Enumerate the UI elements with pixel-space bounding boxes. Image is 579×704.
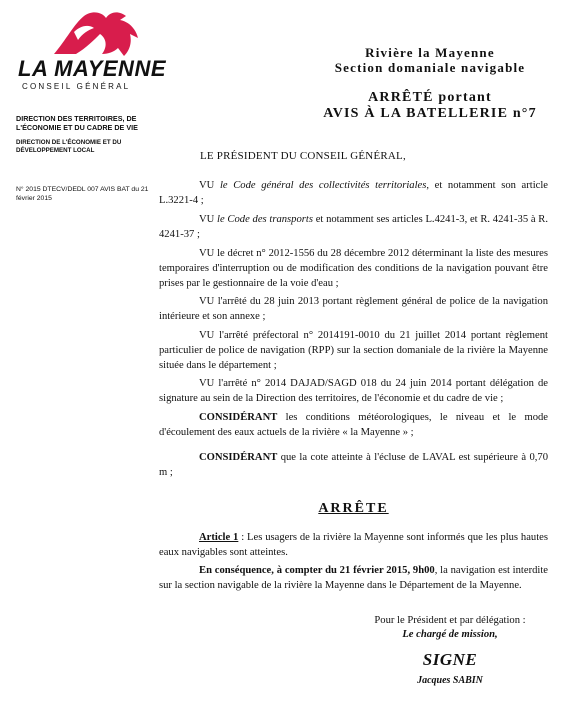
signature-role: Le chargé de mission, bbox=[402, 629, 498, 640]
header-river: Rivière la Mayenne bbox=[365, 45, 495, 60]
arrete-heading: ARRÊTE bbox=[318, 501, 389, 516]
vu1-em: le Code général des collectivités territoriales bbox=[219, 180, 427, 191]
article-1 bbox=[159, 530, 548, 560]
article1-text: : Les usagers de la rivière la Mayenne sont informés que les plus hautes eaux navigables sont atteintes. bbox=[159, 532, 548, 558]
vu-paragraph-4: VU l'arrêté du 28 juin 2013 portant règlement général de police de la navigation intérieure et son annexe ; bbox=[159, 296, 548, 322]
document-reference: N° 2015 DTECV/DEDL 007 AVIS BAT du 21 février 2015 bbox=[16, 186, 149, 202]
vu-paragraph-3: VU le décret n° 2012-1556 du 28 décembre 2012 déterminant la liste des mesures temporaires d'interruption ou de modification des conditions de la navigation pouvant être prises par le gestionnaire de la voie d'eau ; bbox=[159, 248, 548, 289]
vu1-pre: VU bbox=[199, 180, 220, 191]
considerant2-text: que la cote atteinte à l'écluse de LAVAL est supérieure à 0,70 m ; bbox=[159, 452, 548, 478]
vu-paragraph-2 bbox=[159, 212, 548, 242]
dragon-logo-icon bbox=[14, 10, 144, 60]
direction-sub: DIRECTION DE L'ÉCONOMIE ET DU DÉVELOPPEMENT LOCAL bbox=[16, 139, 122, 154]
vu-paragraph-6: VU l'arrêté n° 2014 DAJAD/SAGD 018 du 24 juin 2014 portant délégation de signature au sein de la Direction des territoires, de l'économie et du cadre de vie ; bbox=[159, 378, 548, 404]
considerant1-text: les conditions météorologiques, le niveau et le mode d'écoulement des eaux actuels de la rivière « la Mayenne » ; bbox=[159, 412, 548, 438]
vu-paragraph-5: VU l'arrêté préfectoral n° 2014191-0010 du 21 juillet 2014 portant règlement particulier de police de navigation (RPP) sur la section domaniale de la rivière la Mayenne située dans le département ; bbox=[159, 330, 548, 371]
consequence-paragraph bbox=[159, 563, 548, 593]
signature-name: Jacques SABIN bbox=[417, 675, 483, 686]
considerant-1 bbox=[159, 410, 548, 440]
consequence-pre: En conséquence, à compter du bbox=[199, 565, 340, 576]
logo-subtitle: CONSEIL GÉNÉRAL bbox=[22, 82, 131, 91]
signature-signe: SIGNE bbox=[422, 650, 478, 669]
considerant2-label: CONSIDÉRANT bbox=[199, 452, 278, 463]
header-avis: AVIS À LA BATELLERIE n°7 bbox=[323, 106, 537, 121]
vu1-post: , et notamment son article L.3221-4 ; bbox=[159, 180, 549, 206]
header-arrete: ARRÊTÉ portant bbox=[368, 90, 492, 105]
signature-delegation: Pour le Président et par délégation : bbox=[374, 615, 526, 626]
vu2-pre: VU bbox=[199, 214, 218, 225]
direction-main: DIRECTION DES TERRITOIRES, DE L'ÉCONOMIE ET DU CADRE DE VIE bbox=[16, 114, 138, 132]
header-section: Section domaniale navigable bbox=[334, 60, 526, 75]
considerant1-label: CONSIDÉRANT bbox=[199, 412, 278, 423]
conseil-general-logo bbox=[14, 10, 166, 91]
consequence-text: , la navigation est interdite sur la section navigable de la rivière la Mayenne dans le Département de la Mayenne. bbox=[159, 565, 548, 591]
president-heading: LE PRÉSIDENT DU CONSEIL GÉNÉRAL, bbox=[200, 150, 406, 162]
vu2-em: le Code des transports bbox=[217, 214, 313, 225]
article1-label: Article 1 bbox=[199, 532, 239, 543]
vu2-post: et notamment ses articles L.4241-3, et R. 4241-35 à R. 4241-37 ; bbox=[159, 214, 549, 240]
vu-paragraph-1 bbox=[159, 178, 548, 208]
consequence-date: 21 février 2015, 9h00 bbox=[339, 565, 435, 576]
considerant-2 bbox=[159, 450, 548, 480]
logo-brand: LA MAYENNE bbox=[18, 56, 166, 81]
